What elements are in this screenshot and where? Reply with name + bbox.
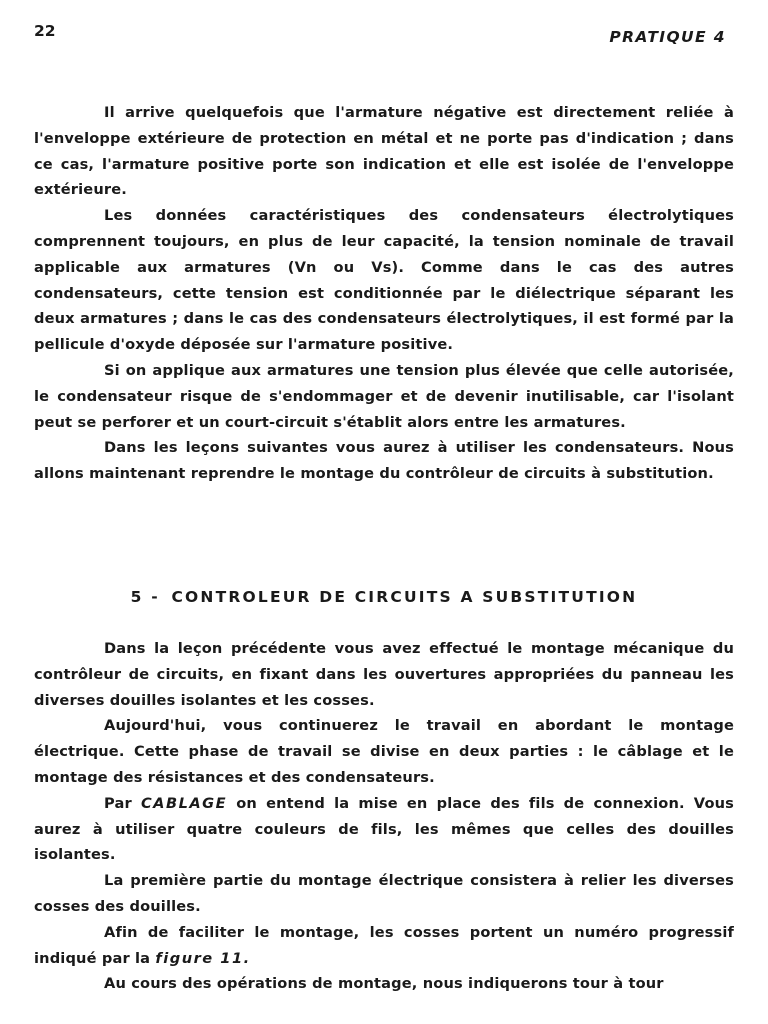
running-title: PRATIQUE 4 [609, 28, 726, 46]
paragraph: Dans la leçon précédente vous avez effectué le montage mécanique du contrôleur de circuits, en fixant dans les ouvertures appropriées du panneau les diverses douilles isolantes et les cosses. [34, 640, 734, 709]
text-run: Afin de faciliter le montage, les cosses portent un numéro progressif indiqué par la [34, 923, 734, 967]
section-number: 5 - [130, 588, 160, 606]
figure-reference: figure 11. [155, 949, 251, 967]
section-heading [0, 588, 768, 606]
paragraph: Les données caractéristiques des condensateurs électrolytiques comprennent toujours, en plus de leur capacité, la tension nominale de travail applicable aux armatures (Vn ou Vs). Comme dans le cas des autres condensateurs, cette tension est conditionnée par le diélectrique séparant les deux armatures ; dans le cas des condensateurs électrolytiques, il est formé par la pellicule d'oxyde déposée sur l'armature positive. [34, 207, 734, 354]
emphasized-term: CABLAGE [140, 794, 228, 812]
intro-text-block [34, 100, 734, 487]
page-number: 22 [34, 22, 56, 40]
paragraph [34, 920, 734, 972]
paragraph: Si on applique aux armatures une tension plus élevée que celle autorisée, le condensateur risque de s'endommager et de devenir inutilisable, car l'isolant peut se perforer et un court-circuit s'établit alors entre les armatures. [34, 361, 734, 431]
section-title: CONTROLEUR DE CIRCUITS A SUBSTITUTION [171, 588, 638, 606]
paragraph: Aujourd'hui, vous continuerez le travail en abordant le montage électrique. Cette phase de travail se divise en deux parties : le câblage et le montage des résistances et des condensateurs. [34, 717, 734, 786]
paragraph: Dans les leçons suivantes vous aurez à utiliser les condensateurs. Nous allons maintenant reprendre le montage du contrôleur de circuits à substitution. [34, 439, 734, 483]
paragraph: La première partie du montage électrique consistera à relier les diverses cosses des douilles. [34, 872, 734, 915]
text-run: Par [104, 794, 141, 812]
paragraph: Au cours des opérations de montage, nous indiquerons tour à tour [104, 975, 664, 993]
text-run: on entend la mise en place des fils de connexion. Vous aurez à utiliser quatre couleurs de fils, les mêmes que celles des douilles isolantes. [34, 794, 735, 864]
page-header [34, 22, 734, 48]
section-text-block [34, 636, 734, 997]
paragraph: Il arrive quelquefois que l'armature négative est directement reliée à l'enveloppe extérieure de protection en métal et ne porte pas d'indication ; dans ce cas, l'armature positive porte son indication et elle est isolée de l'enveloppe extérieure. [34, 104, 734, 199]
paragraph [34, 791, 734, 868]
